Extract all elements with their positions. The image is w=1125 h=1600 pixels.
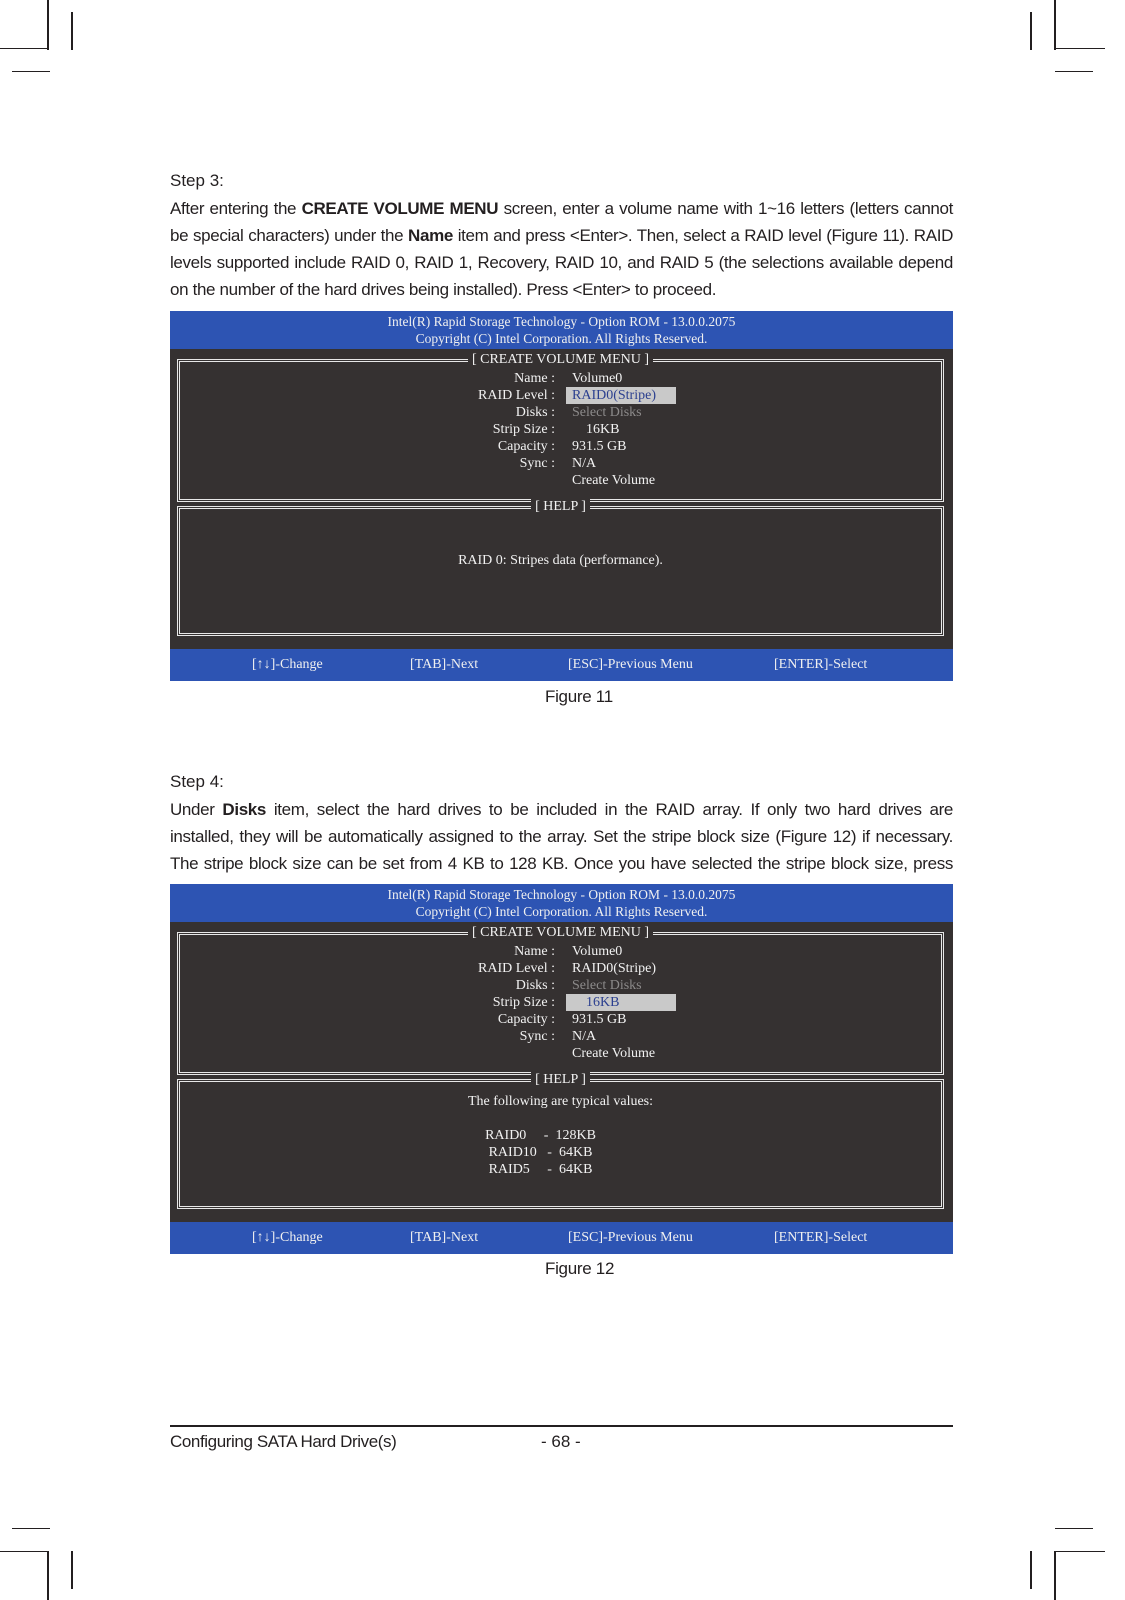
key-next: [TAB]-Next <box>410 1230 479 1245</box>
bios-header-copyright: Copyright (C) Intel Corporation. All Rights Reserved. <box>415 331 708 346</box>
figure12-bios-screen <box>170 884 953 1254</box>
bios-header-title: Intel(R) Rapid Storage Technology - Option ROM - 13.0.0.2075 <box>387 314 736 329</box>
selected-value[interactable]: 16KB <box>566 994 676 1011</box>
field-name[interactable]: Name : Volume0 <box>514 371 623 386</box>
key-next: [TAB]-Next <box>410 657 479 672</box>
create-volume-action[interactable]: Create Volume <box>572 473 656 488</box>
crop-mark <box>12 1528 50 1529</box>
field-capacity[interactable]: Capacity : 931.5 GB <box>497 439 627 454</box>
crop-mark <box>0 1551 48 1552</box>
key-select: [ENTER]-Select <box>774 657 868 672</box>
bios-key-legend <box>170 1222 953 1254</box>
create-volume-menu <box>177 925 944 1075</box>
selected-value[interactable]: RAID0(Stripe) <box>566 387 676 404</box>
help-title: [ HELP ] <box>531 1072 590 1087</box>
create-volume-menu <box>177 352 944 502</box>
crop-mark <box>47 1551 49 1600</box>
help-line: RAID0 - 128KB <box>485 1128 596 1143</box>
crop-mark <box>71 1551 73 1589</box>
field-strip-size[interactable]: Strip Size : 16KB <box>492 422 620 437</box>
create-volume-action[interactable]: Create Volume <box>572 1046 656 1061</box>
field-sync[interactable]: Sync : N/A <box>519 456 597 471</box>
bios-header-title: Intel(R) Rapid Storage Technology - Option ROM - 13.0.0.2075 <box>387 887 736 902</box>
step3-title: Step 3: <box>170 171 224 190</box>
figure11-bios-screen <box>170 311 953 681</box>
help-title: [ HELP ] <box>531 499 590 514</box>
crop-mark <box>1055 1551 1105 1552</box>
key-change: [↑↓]-Change <box>252 657 323 672</box>
field-disks[interactable]: Disks : Select Disks <box>515 405 642 420</box>
crop-mark <box>1030 1551 1032 1589</box>
crop-mark <box>1055 1528 1093 1529</box>
footer-rule <box>170 1425 953 1427</box>
step4-paragraph: Under Disks item, select the hard drives to be included in the RAID array. If only two hard drives are installed, they will be automatically assigned to the array. Set the stripe block size (Figure 12) if necessary. The stripe block size can be set from 4 KB to 128 KB. Once you have selected the stripe block size, press <box>170 800 953 873</box>
field-disks[interactable]: Disks : Select Disks <box>515 978 642 993</box>
help-panel <box>177 1072 944 1209</box>
figure11-caption: Figure 11 <box>545 687 613 706</box>
field-raid-level[interactable]: RAID Level : RAID0(Stripe) <box>180 387 941 404</box>
key-change: [↑↓]-Change <box>252 1230 323 1245</box>
bios-header <box>170 311 953 349</box>
step4-title: Step 4: <box>170 772 224 791</box>
crop-mark <box>1055 71 1093 72</box>
crop-mark <box>1055 48 1105 49</box>
field-name[interactable]: Name : Volume0 <box>514 944 623 959</box>
key-previous-menu: [ESC]-Previous Menu <box>568 657 693 672</box>
create-volume-menu-title: [ CREATE VOLUME MENU ] <box>468 925 653 940</box>
crop-mark <box>71 12 73 50</box>
crop-mark <box>1054 0 1056 50</box>
crop-mark <box>1054 1551 1056 1600</box>
crop-mark <box>12 71 50 72</box>
bios-key-legend <box>170 649 953 681</box>
step3-paragraph: After entering the CREATE VOLUME MENU screen, enter a volume name with 1~16 letters (letters cannot be special characters) under the Name item and press <Enter>. Then, select a RAID level (Figure 11). RAID levels supported include RAID 0, RAID 1, Recovery, RAID 10, and RAID 5 (the selections available depend on the number of the hard drives being installed). Press <Enter> to proceed. <box>170 199 954 299</box>
field-raid-level[interactable]: RAID Level : RAID0(Stripe) <box>478 961 656 976</box>
crop-mark <box>1030 12 1032 50</box>
footer-section-title: Configuring SATA Hard Drive(s) <box>170 1432 397 1451</box>
field-sync[interactable]: Sync : N/A <box>519 1029 597 1044</box>
page-number: - 68 - <box>541 1432 581 1451</box>
help-text: RAID 0: Stripes data (performance). <box>458 553 663 568</box>
crop-mark <box>0 48 48 49</box>
help-line: RAID10 - 64KB <box>488 1145 593 1160</box>
field-capacity[interactable]: Capacity : 931.5 GB <box>497 1012 627 1027</box>
bios-header <box>170 884 953 922</box>
help-panel <box>177 499 944 636</box>
bios-header-copyright: Copyright (C) Intel Corporation. All Rights Reserved. <box>415 904 708 919</box>
help-line: The following are typical values: <box>467 1094 654 1109</box>
field-strip-size[interactable]: Strip Size : 16KB <box>180 994 941 1011</box>
figure12-caption: Figure 12 <box>545 1259 615 1278</box>
key-select: [ENTER]-Select <box>774 1230 868 1245</box>
help-line: RAID5 - 64KB <box>488 1162 593 1177</box>
crop-mark <box>47 0 49 50</box>
create-volume-menu-title: [ CREATE VOLUME MENU ] <box>468 352 653 367</box>
key-previous-menu: [ESC]-Previous Menu <box>568 1230 693 1245</box>
